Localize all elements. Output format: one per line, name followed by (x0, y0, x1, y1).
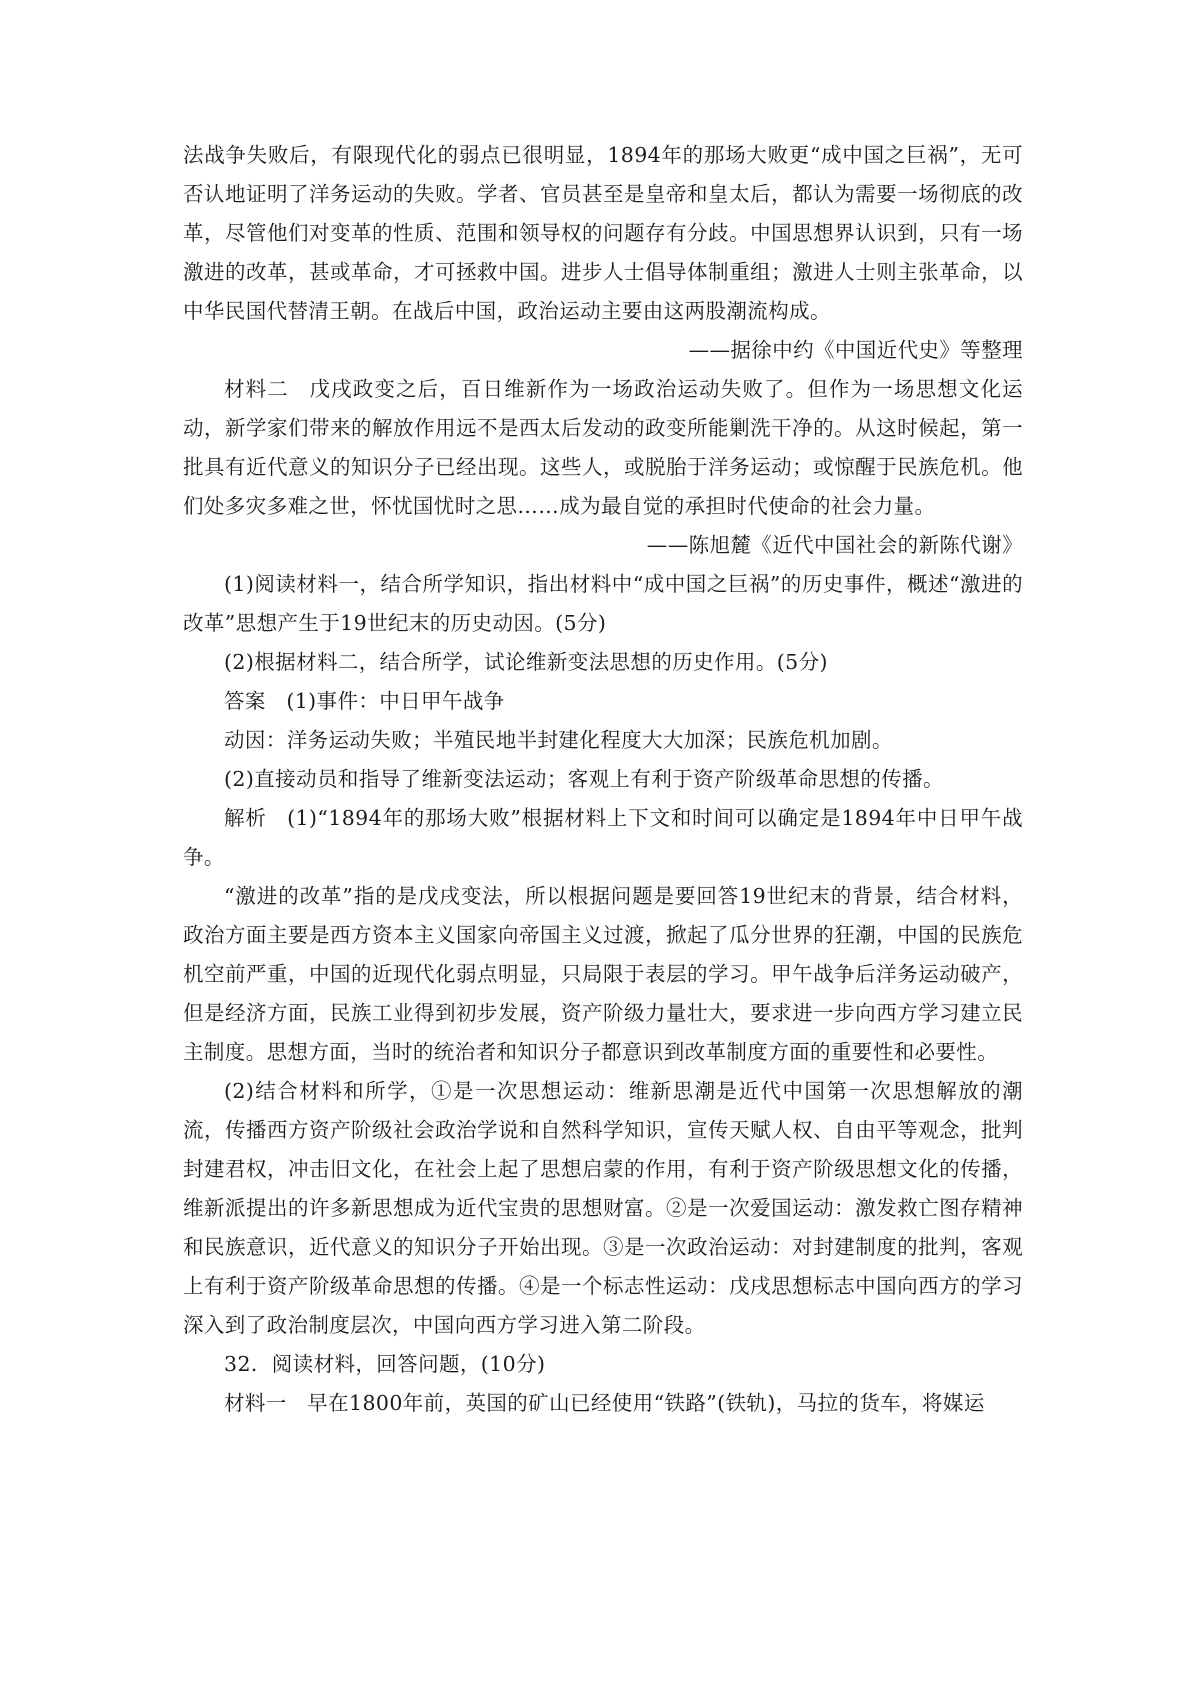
material1-text: 法战争失败后，有限现代化的弱点已很明显，1894年的那场大败更“成中国之巨祸”，无可否认地证明了洋务运动的失败。学者、官员甚至是皇帝和皇太后，都认为需要一场彻底的改革，尽管他们对变革的性质、范围和领导权的问题存有分歧。中国思想界认识到，只有一场激进的改革，甚或革命，才可拯救中国。进步人士倡导体制重组；激进人士则主张革命，以中华民国代替清王朝。在战后中国，政治运动主要由这两股潮流构成。 (183, 143, 1023, 323)
question-2: (2)根据材料二，结合所学，试论维新变法思想的历史作用。(5分) (224, 650, 828, 674)
answer-label: 答案 (224, 689, 266, 713)
material2-label: 材料二 (224, 377, 289, 401)
answer-line-3: (2)直接动员和指导了维新变法运动；客观上有利于资产阶级革命思想的传播。 (224, 767, 944, 791)
answer-line-2: 动因：洋务运动失败；半殖民地半封建化程度大大加深；民族危机加剧。 (224, 728, 893, 752)
material2-source: ——陈旭麓《近代中国社会的新陈代谢》 (646, 533, 1023, 557)
document-page (183, 136, 1023, 1423)
material2-paragraph (183, 370, 1023, 526)
material1-source: ——据徐中约《中国近代史》等整理 (688, 338, 1023, 362)
question-32-title: 32．阅读材料，回答问题，(10分) (224, 1352, 546, 1376)
analysis-paragraph-1 (183, 799, 1023, 877)
analysis-label: 解析 (224, 806, 267, 830)
question-1: (1)阅读材料一，结合所学知识，指出材料中“成中国之巨祸”的历史事件，概述“激进的改革”思想产生于19世纪末的历史动因。(5分) (183, 572, 1023, 635)
material2-text: 戊戌政变之后，百日维新作为一场政治运动失败了。但作为一场思想文化运动，新学家们带来的解放作用远不是西太后发动的政变所能剿洗干净的。从这时候起，第一批具有近代意义的知识分子已经出现。这些人，或脱胎于洋务运动；或惊醒于民族危机。他们处多灾多难之世，怀忧国忧时之思……成为最自觉的承担时代使命的社会力量。 (183, 377, 1023, 518)
q32-material-label: 材料一 (224, 1391, 287, 1415)
analysis-paragraph-3: (2)结合材料和所学，①是一次思想运动：维新思潮是近代中国第一次思想解放的潮流，传播西方资产阶级社会政治学说和自然科学知识，宣传天赋人权、自由平等观念，批判封建君权，冲击旧文化，在社会上起了思想启蒙的作用，有利于资产阶级思想文化的传播，维新派提出的许多新思想成为近代宝贵的思想财富。②是一次爱国运动：激发救亡图存精神和民族意识，近代意义的知识分子开始出现。③是一次政治运动：对封建制度的批判，客观上有利于资产阶级革命思想的传播。④是一个标志性运动：戊戌思想标志中国向西方的学习深入到了政治制度层次，中国向西方学习进入第二阶段。 (183, 1079, 1023, 1337)
question-32-material (183, 1384, 1023, 1423)
answer-line-1 (183, 682, 1023, 721)
q32-material-text: 早在1800年前，英国的矿山已经使用“铁路”(铁轨)，马拉的货车，将媒运 (307, 1391, 985, 1415)
answer-event: (1)事件：中日甲午战争 (286, 689, 505, 713)
analysis-text-1: (1)“1894年的那场大败”根据材料上下文和时间可以确定是1894年中日甲午战争。 (183, 806, 1023, 869)
analysis-paragraph-2: “激进的改革”指的是戊戌变法，所以根据问题是要回答19世纪末的背景，结合材料，政治方面主要是西方资本主义国家向帝国主义过渡，掀起了瓜分世界的狂潮，中国的民族危机空前严重，中国的近现代化弱点明显，只局限于表层的学习。甲午战争后洋务运动破产，但是经济方面，民族工业得到初步发展，资产阶级力量壮大，要求进一步向西方学习建立民主制度。思想方面，当时的统治者和知识分子都意识到改革制度方面的重要性和必要性。 (183, 884, 1023, 1064)
